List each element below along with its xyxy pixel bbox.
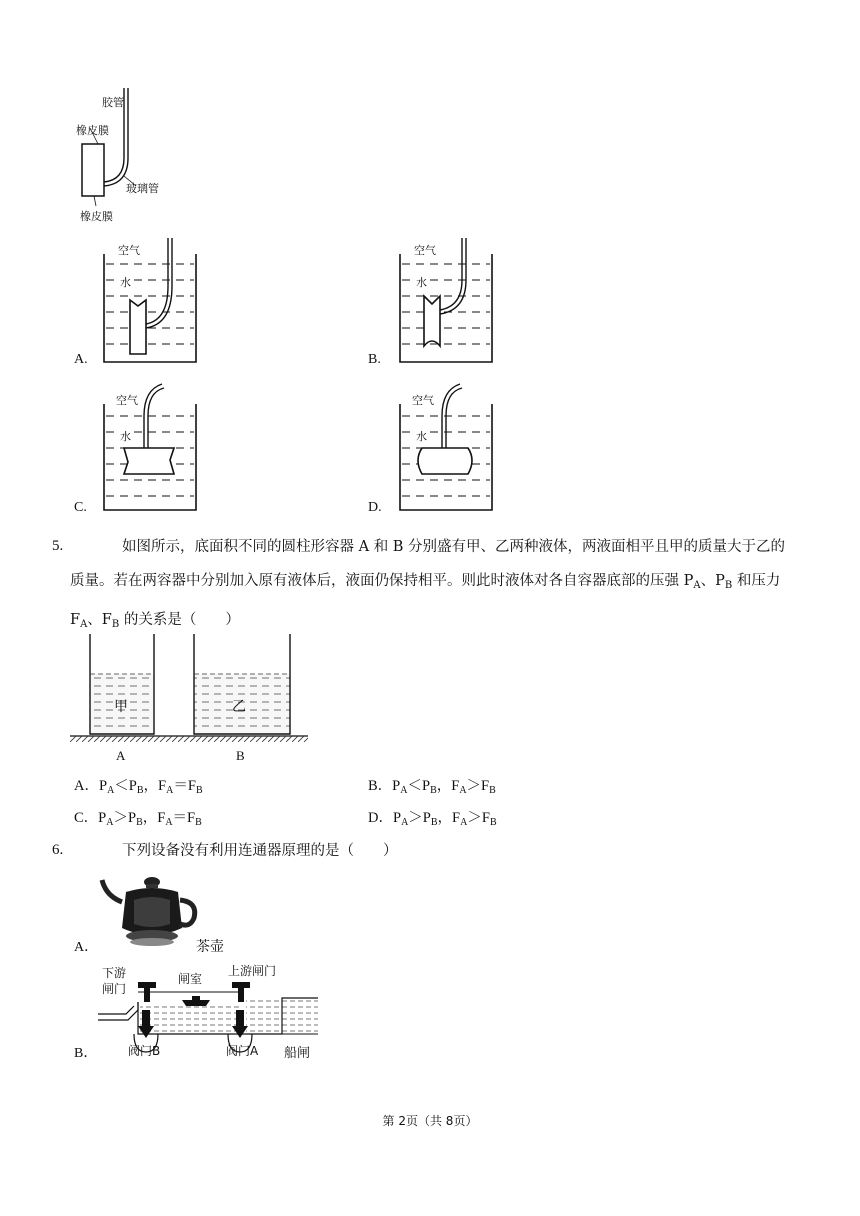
water-label-c: 水 [120, 430, 131, 443]
q4-option-a-figure[interactable] [100, 236, 200, 368]
downstream-gate-label2: 闸门 [102, 982, 127, 996]
q4-option-a-letter[interactable]: A. [74, 352, 88, 367]
beaker-c-diagram [100, 386, 200, 516]
q6-stem: 下列设备没有利用连通器原理的是（ ） [122, 843, 398, 859]
page-footer: 第 2页（共 8页） [382, 1114, 478, 1128]
q5-line1: 如图所示，底面积不同的圆柱形容器 A 和 B 分别盛有甲、乙两种液体，两液面相平且甲的质量大于乙的 [122, 539, 786, 555]
q5-line2: 质量。若在两容器中分别加入原有液体后，液面仍保持相平。则此时液体对各自容器底部的压强 P [70, 573, 694, 589]
q5-number: 5. [52, 538, 64, 554]
q4-option-d-letter[interactable]: D. [368, 500, 382, 515]
valve-a-label: 阀门A [226, 1044, 259, 1058]
water-label-b: 水 [416, 276, 427, 289]
q6-option-a-letter[interactable]: A． [74, 940, 99, 955]
q5-option-a-letter: A． [74, 778, 99, 794]
upstream-gate-label: 上游闸门 [228, 964, 277, 978]
air-label-c: 空气 [116, 394, 138, 407]
q5-stem [70, 530, 830, 642]
q5-line2-wrap: 质量。若在两容器中分别加入原有液体后，液面仍保持相平。则此时液体对各自容器底部的压强 $P_A$、$P_B$ 和压力 [70, 573, 781, 591]
q4-option-b-figure[interactable] [396, 236, 496, 368]
q4-option-c-letter[interactable]: C. [74, 500, 87, 515]
q5-figure [70, 634, 310, 766]
ship-lock-caption: 船闸 [284, 1046, 311, 1061]
beaker-d-diagram [396, 386, 496, 516]
container-b-label: B [236, 748, 245, 763]
q6-option-b-letter[interactable]: B． [74, 1046, 98, 1061]
probe-diagram [76, 88, 196, 228]
beaker-b-diagram [396, 236, 496, 368]
containers-diagram [70, 634, 310, 744]
air-label-d: 空气 [412, 394, 434, 407]
glass-tube-label: 玻璃管 [126, 182, 159, 195]
container-a-label: A [116, 748, 126, 763]
q5-option-d[interactable]: D．$P_A>P_B$，$F_A>F_B$ [368, 810, 497, 828]
q4-option-b-letter[interactable]: B. [368, 352, 381, 367]
probe-figure [76, 88, 196, 228]
liquid-b-label: 乙 [232, 699, 246, 715]
q5-option-a[interactable]: A．$P_A<P_B$，$F_A=F_B$ [74, 778, 203, 796]
membrane-top-label: 橡皮膜 [76, 124, 109, 137]
q4-option-c-figure[interactable] [100, 386, 200, 516]
q5-option-b-letter: B． [368, 778, 393, 794]
chamber-label: 闸室 [178, 972, 203, 986]
air-label-b: 空气 [414, 244, 436, 257]
liquid-a-label: 甲 [114, 699, 128, 715]
tube-label: 胶管 [102, 96, 124, 109]
q5-option-b[interactable]: B．$P_A<P_B$，$F_A>F_B$ [368, 778, 496, 796]
beaker-a-diagram [100, 236, 200, 368]
q5-option-d-letter: D． [368, 810, 393, 826]
air-label-a: 空气 [118, 244, 140, 257]
valve-b-label: 阀门B [128, 1044, 161, 1058]
membrane-bottom-label: 橡皮膜 [80, 210, 113, 223]
water-label-a: 水 [120, 276, 131, 289]
q6-number: 6. [52, 842, 64, 858]
teapot-icon [100, 872, 200, 948]
teapot-image[interactable] [100, 872, 200, 948]
teapot-caption: 茶壶 [196, 939, 224, 955]
q5-line3: 的关系是（ ） [119, 612, 240, 628]
q5-option-c[interactable]: C．$P_A>P_B$，$F_A=F_B$ [74, 810, 202, 828]
downstream-gate-label: 下游 [102, 966, 127, 980]
q4-option-d-figure[interactable] [396, 386, 496, 516]
water-label-d: 水 [416, 430, 427, 443]
q5-line3-wrap: $F_A$、$F_B$ 的关系是（ ） [70, 612, 240, 630]
q5-option-c-letter: C． [74, 810, 99, 826]
